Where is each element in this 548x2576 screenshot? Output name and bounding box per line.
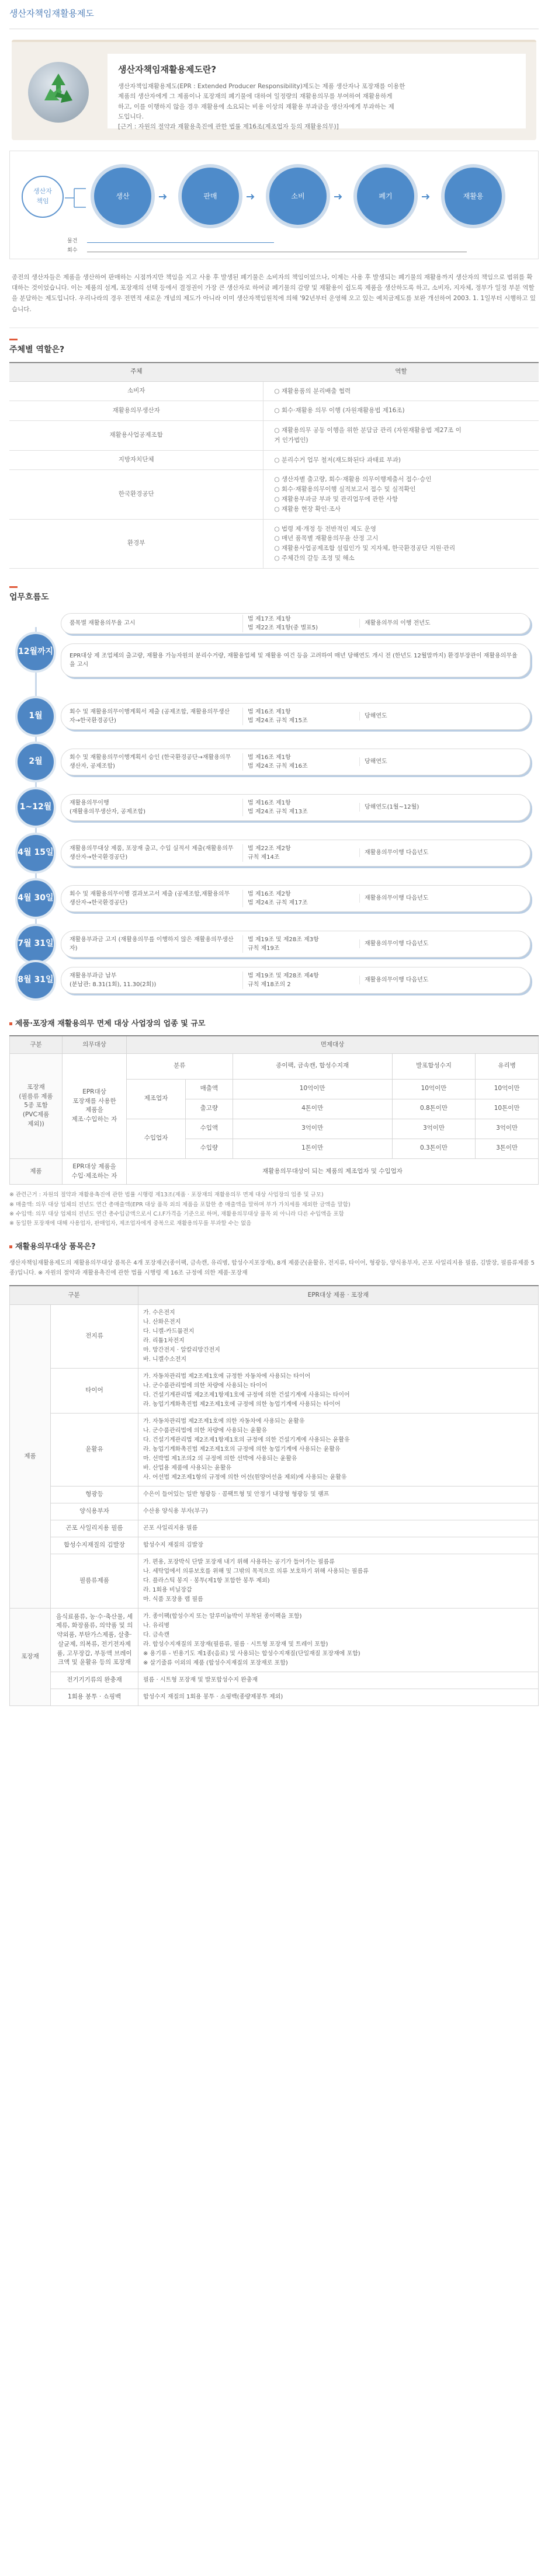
table-row: 재활용사업공제조합 ○ 재활용의무 공동 이행을 위한 분담금 관리 (자원재활용법 제27조 이 거 인가법인) [9,421,539,451]
intro-text: 생산자책임재활용제도(EPR : Extended Producer Responsibility)제도는 제품 생산자나 포장재를 이용한 제품의 생산자에게 그 제품이나 포장재의 폐기물에 대하여 일정량의 재활용의무를 부여하여 재활용하게 하고, 이를 이행하지 않을 경우 재활용에 소요되는 비용 이상의 재활용 부과금을 생산자에게 부과하는 제 도입니다. [근거 : 자원의 절약과 재활용촉진에 관한 법률 제16조(제조업자 등의 재활용의무)] [118,83,405,131]
roles-table [9,362,539,569]
table-row: 출고량 4톤이만 0.8톤이만 10톤이만 [10,1099,539,1119]
flow-step-recycling: 재활용 [441,164,505,228]
table-row: 합성수지재질의 김발장 합성수지 재질의 김발장 [10,1537,539,1554]
table-row: 수입업자 수입액 3억이만 3억이만 3억이만 [10,1119,539,1139]
timeline-item: 4월 30일 회수 및 재활용의무이행 결과보고서 제출 (공제조합,재활용의무생산자→한국환경공단) 법 제16조 제2항 법 제24조 규칙 제17조 재활용의무이행 다음년도 [9,878,539,919]
items-intro: 생산자책임재활용제도의 재활용의무대상 품목은 4개 포장재군(종이팩, 금속캔, 유리병, 합성수지포장재), 8개 제품군(윤활유, 전지류, 타이어, 형광등, 양식용부자, 곤포 사일리지용 필름, 김발장, 필름류제품 5종)입니다. ※ 자원의 절약과 재활용촉진에 관한 법률 시행령 제 16조 규정에 의한 제품·포장재 [9,1260,535,1277]
table-row: 포장재 (필름류 제품 5종 포함 (PVC제품 제외)) EPR대상 포장재를 사용한 제품을 제조·수입하는 자 분류 종이팩, 금속캔, 합성수지재 발포합성수지 유리병 [10,1053,539,1079]
timeline-date: 1월 [15,696,56,737]
flow-step-consumption: 소비 [266,164,330,228]
arrow-right-icon [247,194,256,200]
timeline-date: 4월 15일 [15,833,56,873]
flow-step-production: 생산 [91,164,155,228]
table-row: 전기기기류의 완충재 필름 · 시트형 포장재 및 발포합성수지 완충재 [10,1672,539,1689]
table-row: 제품 전지류 가. 수은전지 나. 산화은전지 다. 니켈-카드뮴전지 라. 리튬1차전지 마. 망간전지 · 알칼리망간전지 바. 니켈수소전지 [10,1304,539,1368]
flow-step-sales: 판매 [178,164,242,228]
table-row: 양식용부자 수산용 양식용 부자(부구) [10,1503,539,1520]
description: 종전의 생산자들은 제품을 생산하여 판매하는 시점까지만 책임을 지고 사용 후 발생된 폐기물은 소비자의 책임이었으나, 이제는 사용 후 발생되는 폐기물의 재활용까지 생산자의 책임으로 범위를 확대하는 것이었습니다. 이는 제품의 설계, 포장재의 선택 등에서 결정권이 가장 큰 생산자로 하여금 폐기물의 감량 및 재활용이 쉽도록 제품을 생산하도록 하고, 소비자, 지자체, 정부가 일정 부분 역할을 분담하는 제도입니다. 우리나라의 경우 전면적 새로운 개념의 제도가 아니라 이미 생산자책임원칙에 의해 '92년부터 운영해 오고 있는 예치금제도를 보완 개선하여 2003. 1. 1일부터 시행하고 있습니다. [9,272,539,329]
legend-collection: 회수 [67,247,78,253]
legend-goods: 물건 [67,238,78,244]
table-row: 제조업자 매출액 10억이만 10억이만 10억이만 [10,1079,539,1099]
recycle-globe-icon [28,62,89,123]
table-row: 형광등 수은이 들어있는 일반 형광등 · 콤팩트형 및 안정기 내장형 형광등 및 램프 [10,1486,539,1503]
table-row: 수입량 1톤이만 0.3톤이만 3톤이만 [10,1139,539,1158]
timeline-item: 7월 31일 재활용부과금 고지 (재활용의무를 이행하지 않은 재활용의무생산자) 법 제19조 및 제28조 제3항 규칙 제19조 재활용의무이행 다음년도 [9,924,539,965]
timeline-item: 4월 15일 재활용의무대상 제품, 포장재 출고, 수입 실적서 제출(재활용의무생산자→한국환경공단) 법 제22조 제2항 규칙 제14조 재활용의무이행 다음년도 [9,833,539,873]
exempt-section-title: 제품·포장재 재활용의무 면제 대상 사업장의 업종 및 규모 [9,1018,539,1030]
exempt-table: 구분 의무대상 면제대상 포장재 (필름류 제품 5종 포함 (PVC제품 제외)) EPR대상 포장재를 사용한 제품을 제조·수입하는 자 분류 종이팩, 금속캔, 합성수지재 발포합성수지 유리병 제조업자 매출액 10억이만 10억이만 10억이만 출고량 4톤이만 0.8톤이만 10톤이만 수입업자 수입액 3억이만 3억이만 3억이만 수입량 1톤이만 0.3톤이만 3톤이만 제품 EPR대상 제품을 수입·제조하는 자 재활용의무대상이 되는 제품의 제조업자 및 수입업자 [9,1035,539,1185]
timeline-date: 12월까지 [15,632,56,673]
table-row: 제품 EPR대상 제품을 수입·제조하는 자 재활용의무대상이 되는 제품의 제조업자 및 수입업자 [10,1158,539,1185]
intro-panel [107,54,526,131]
flow-step-disposal: 폐기 [353,164,418,228]
table-row: 지방자치단체 ○ 분리수거 업무 철저(재도화된다 과태료 부과) [9,450,539,470]
timeline-date: 1~12월 [15,787,56,828]
timeline-date: 7월 31일 [15,924,56,965]
timeline-item: 1월 회수 및 재활용의무이행계획서 제출 (공제조합, 재활용의무생산자→한국환경공단) 법 제16조 제1항 법 제24조 규칙 제15조 당해연도 [9,696,539,737]
intro-title: 생산자책임재활용제도란? [118,64,217,75]
arrow-right-icon [334,194,344,200]
roles-section-title: 주체별 역할은? [9,339,539,356]
producer-responsibility-circle: 생산자 책임 [22,176,64,218]
timeline-item: 12월까지 품목별 재활용의무율 고시 법 제17조 제1항 법 제22조 제1항(중 별표5) 재활용의무의 이행 전년도 EPR대상 제 조업체의 출고량, 재활용 가능자원의 분리수거량, 재활용업체 및 재활용 여건 등을 고려하여 매년 당해연도 개시 전 (한년도 12월말까지) 환경부장관이 재활용의무율을 고시 [9,610,539,691]
items-section-title: 재활용의무대상 품목은? [9,1241,539,1253]
table-row: 포장재 음식료품류, 농·수·축산물, 세제류, 화장품류, 의약품 및 의약외품, 부탄가스제품, 살충·살균제, 의복류, 전기전자제품, 고무장갑, 부동액 브레이크액 및 윤활유 등의 포장재 가. 종이팩(합성수지 또는 알루미늄박이 부착된 종이팩을 포함) 나. 유리병 다. 금속캔 라. 합성수지재질의 포장재(필름류, 필름 · 시트형 포장재 및 트레이 포함) ※ 용기류 - 빈용기도 제1종(음료) 및 사용되는 합성수지재질(단일재질 포장재에 포함) ※ 살기줄류 이외의 제품 (합성수지재질의 포장재로 포함) [10,1608,539,1672]
table-row: 곤포 사일리지용 필름 곤포 사일리지용 필름 [10,1520,539,1537]
roles-header-duty: 역할 [263,363,539,381]
arrow-right-icon [422,194,431,200]
arrow-right-icon [159,194,168,200]
intro-box [12,40,536,140]
table-row: 한국환경공단 ○ 생산자별 출고량, 회수·재활용 의무이행제출서 접수·승인 ○ 회수·재활용의무이행 실적보고서 접수 및 실적확인 ○ 재활용부과금 부과 및 관리업무에 관한 사항 ○ 재활용 현장 확인·조사 [9,470,539,519]
exempt-notes: ※ 관련근거 : 자원의 절약과 재활용촉진에 관한 법률 시행령 제13조(제품 · 포장재의 재활용의무 면제 대상 사업장의 업종 및 규모) ※ 매출액: 의무 대상 업체의 전년도 연간 총매출액(EPR 대상 품목 외의 제품을 포함한 총 매출액을 말하며 부가 가치세를 제외한 금액을 말함) ※ 수입액: 의무 대상 업체의 전년도 연간 총수입금액으로서 C.I.F가격을 기준으로 하며, 재활용의무대상 품목 외 아니라 다른 수입액을 포함 ※ 동일한 포장재에 대해 사용업자, 판매업자, 제조업자에게 중복으로 재활용의무를 부과할 수는 없음 [9,1192,351,1227]
table-row: 환경부 ○ 법령 제·개정 등 전반적인 제도 운영 ○ 매년 품목별 재활용의무율 산정 고시 ○ 재활용사업공제조합 설립인가 및 지자체, 한국환경공단 지원·관리 ○ 주체간의 갈등 조정 및 해소 [9,519,539,568]
bracket-connector [64,186,87,210]
timeline-item: 1~12월 재활용의무이행 (재활용의무생산자, 공제조합) 법 제16조 제1항 법 제24조 규칙 제13조 당해연도(1월~12월) [9,787,539,828]
timeline-date: 4월 30일 [15,878,56,919]
table-row: 윤활유 가. 자동차관리법 제2조제1호에 의한 자동차에 사용되는 윤활유 나. 군수품관리법에 의한 차량에 사용되는 윤활유 다. 건설기계관리법 제2조제1항제1호의 규정에 의한 건설기계에 사용되는 윤활유 라. 농업기계화촉진법 제2조제1호의 규정에 의한 농업기계에 사용되는 윤활유 마. 선박법 제1조의2 의 규정에 의한 선박에 사용되는 윤활유 바. 산업용 제품에 사용되는 윤활유 사. 어선법 제2조제1항의 규정에 의한 어선(원양어선을 제외)에 사용되는 윤활유 [10,1413,539,1486]
epr-flow-diagram [9,151,539,259]
timeline-item: 2월 회수 및 재활용의무이행계획서 승인 (한국환경공단→재활용의무생산자, 공제조합) 법 제16조 제1항 법 제24조 규칙 제16조 당해연도 [9,742,539,782]
page-title: 생산자책임재활용제도 [9,0,539,29]
legend-goods-line [87,242,274,243]
workflow-timeline [9,610,539,1001]
table-row: 필름류제품 가. 편용, 포장박식 단발 포장재 내기 위해 사용하는 공기가 들어가는 필름류 나. 세탁업에서 의류보호를 위해 및 그밖의 목적으로 의류 보호하기 위해 사용되는 필름류 다. 플라스틱 봉지 · 봉투(제1항 포함한 봉투 제외) 라. 1회용 비닐장갑 마. 식품 포장용 랩 필름 [10,1554,539,1608]
timeline-date: 2월 [15,742,56,782]
timeline-date: 8월 31일 [15,960,56,1001]
roles-header-actor: 주체 [9,363,263,381]
table-row: 타이어 가. 자동차관리법 제2조제1호에 규정한 자동차에 사용되는 타이어 나. 군수품관리법에 의한 차량에 사용되는 타이어 다. 건설기계관리법 제2조제1항제1호에 규정에 의한 건설기계에 사용되는 타이어 라. 농업기계화촉진법 제2조제1호에 규정에 의한 농업기계에 사용되는 타이어 [10,1368,539,1413]
workflow-section-title: 업무흐름도 [9,586,539,604]
items-table: 구분 EPR대상 제품 · 포장재 제품 전지류 가. 수은전지 나. 산화은전지 다. 니켈-카드뮴전지 라. 리튬1차전지 마. 망간전지 · 알칼리망간전지 바. 니켈수소전지 타이어 가. 자동차관리법 제2조제1호에 규정한 자동차에 사용되는 타이어 나. 군수품관리법에 의한 차량에 사용되는 타이어 다. 건설기계관리법 제2조제1항제1호에 규정에 의한 건설기계에 사용되는 타이어 라. 농업기계화촉진법 제2조제1호에 규정에 의한 농업기계에 사용되는 타이어 윤활유 가. 자동차관리법 제2조제1호에 의한 자동차에 사용되는 윤활유 나. 군수품관리법에 의한 차량에 사용되는 윤활유 다. 건설기계관리법 제2조제1항제1호의 규정에 의한 건설기계에 사용되는 윤활유 라. 농업기계화촉진법 제2조제1호의 규정에 의한 농업기계에 사용되는 윤활유 마. 선박법 제1조의2 의 규정에 의한 선박에 사용되는 윤활유 바. 산업용 제품에 사용되는 윤활유 사. 어선법 제2조제1항의 규정에 의한 어선(원양어선을 제외)에 사용되는 윤활유 형광등 수은이 들어있는 일반 형광등 · 콤팩트형 및 안정기 내장형 형광등 및 램프 양식용부자 수산용 양식용 부자(부구) 곤포 사일리지용 필름 곤포 사일리지용 필름 합성수지재질의 김발장 합성수지 재질의 김발장 필름류제품 가. 편용, 포장박식 단발 포장재 내기 위해 사용하는 공기가 들어가는 필름류 나. 세탁업에서 의류보호를 위해 및 그밖의 목적으로 의류 보호하기 위해 사용되는 필름류 다. 플라스틱 봉지 · 봉투(제1항 포함한 봉투 제외) 라. 1회용 비닐장갑 마. 식품 포장용 랩 필름 포장재 음식료품류, 농·수·축산물, 세제류, 화장품류, 의약품 및 의약외품, 부탄가스제품, 살충·살균제, 의복류, 전기전자제품, 고무장갑, 부동액 브레이크액 및 윤활유 등의 포장재 가. 종이팩(합성수지 또는 알루미늄박이 부착된 종이팩을 포함) 나. 유리병 다. 금속캔 라. 합성수지재질의 포장재(필름류, 필름 · 시트형 포장재 및 트레이 포함) ※ 용기류 - 빈용기도 제1종(음료) 및 사용되는 합성수지재질(단일재질 포장재에 포함) ※ 살기줄류 이외의 제품 (합성수지재질의 포장재로 포함) 전기기기류의 완충재 필름 · 시트형 포장재 및 발포합성수지 완충재 1회용 봉투 · 쇼핑백 합성수지 재질의 1회용 봉투 · 쇼핑백(종량제봉투 제외) [9,1285,539,1706]
table-row: 소비자 ○ 재활용품의 분리배출 협력 [9,381,539,401]
table-row: 재활용의무생산자 ○ 회수·재활용 의무 이행 (자원재활용법 제16조) [9,401,539,421]
timeline-item: 8월 31일 재활용부과금 납부 (분납관: 8.31(1회), 11.30(2회)) 법 제19조 및 제28조 제4항 규칙 제18조의 2 재활용의무이행 다음년도 [9,960,539,1001]
table-row: 1회용 봉투 · 쇼핑백 합성수지 재질의 1회용 봉투 · 쇼핑백(종량제봉투 제외) [10,1689,539,1705]
